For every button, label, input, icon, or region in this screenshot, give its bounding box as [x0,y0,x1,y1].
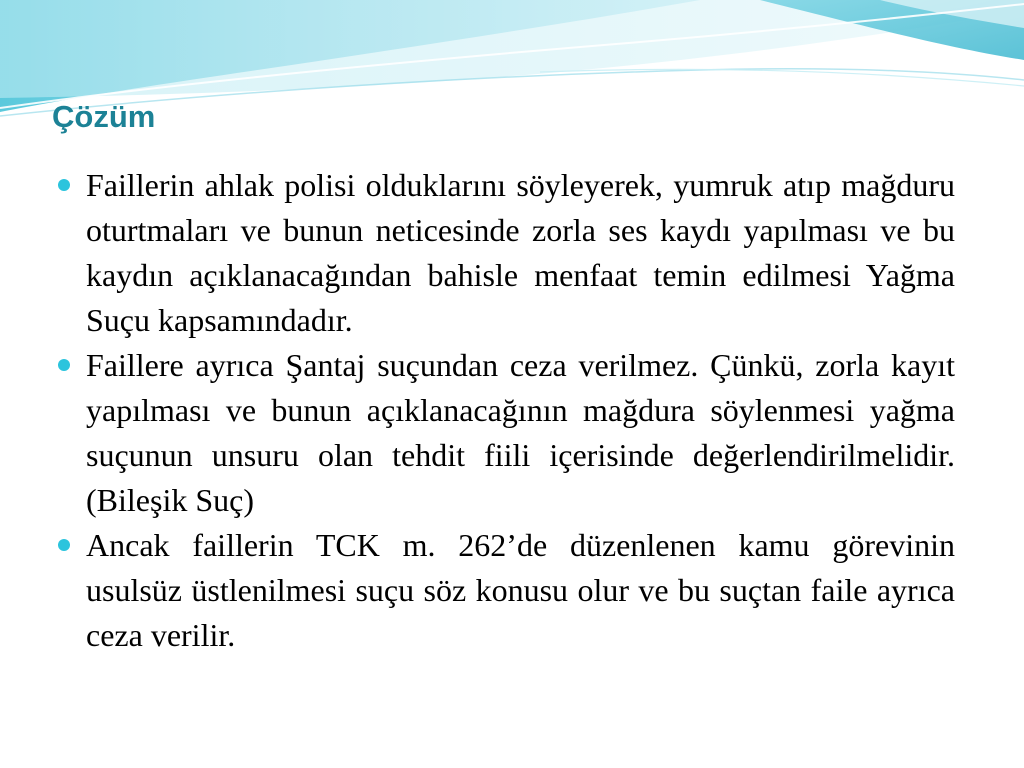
bullet-text: Faillerin ahlak polisi olduklarını söyleyerek, yumruk atıp mağduru oturtmaları ve bunun neticesinde zorla ses kaydı yapılması ve bu kaydın açıklanacağından bahisle menfaat temin edilmesi Yağma Suçu kapsamındadır. [86,167,955,338]
bullet-item [52,343,955,523]
round-bullet-icon [58,179,70,191]
slide-title: Çözüm [52,99,156,134]
bullet-text: Ancak faillerin TCK m. 262’de düzenlenen kamu görevinin usulsüz üstlenilmesi suçu söz konusu olur ve bu suçtan faile ayrıca ceza verilir. [86,527,955,653]
bullet-item [52,163,955,343]
bullet-item [52,523,955,658]
bullet-text: Faillere ayrıca Şantaj suçundan ceza verilmez. Çünkü, zorla kayıt yapılması ve bunun açıklanacağının mağdura söylenmesi yağma suçunun unsuru olan tehdit fiili içerisinde değerlendirilmelidir. (Bileşik Suç) [86,347,955,518]
bullet-list [52,163,955,658]
round-bullet-icon [58,359,70,371]
round-bullet-icon [58,539,70,551]
